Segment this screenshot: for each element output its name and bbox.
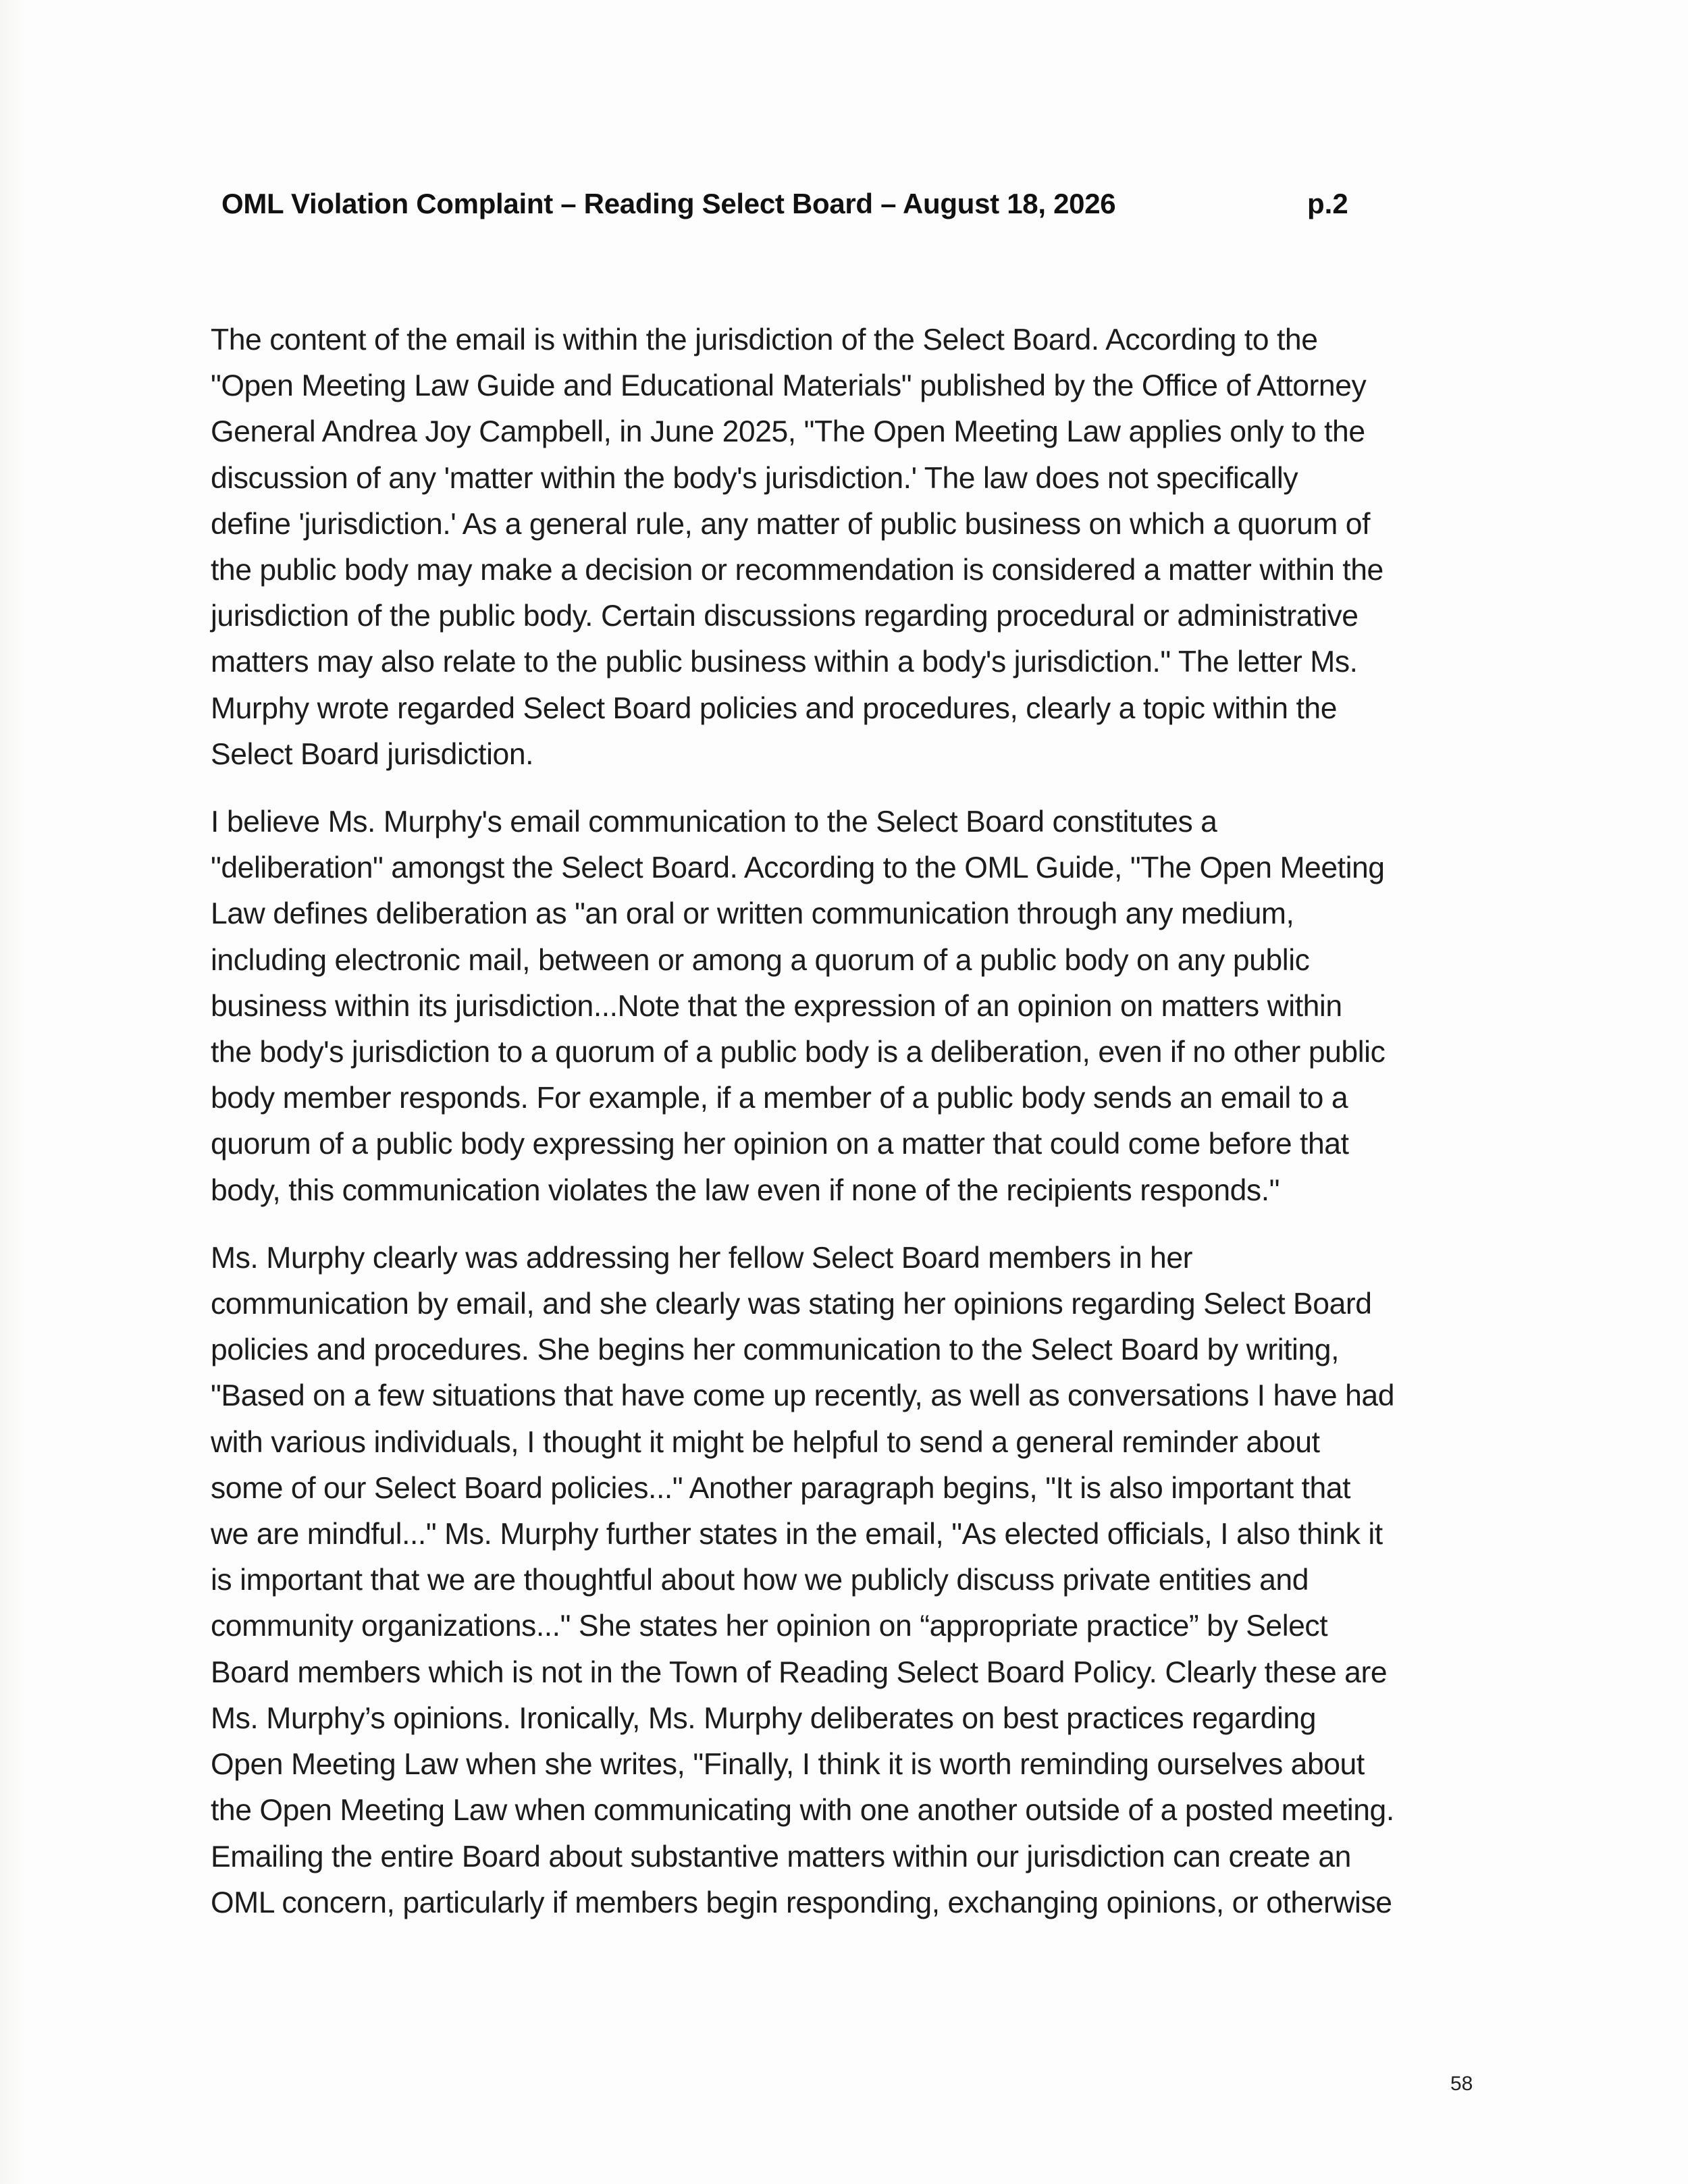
text-line: the Open Meeting Law when communicating with one another outside of a posted meeting. [211,1794,1394,1828]
text-line: body, this communication violates the law even if none of the recipients responds." [211,1173,1280,1207]
text-line: "Open Meeting Law Guide and Educational Materials" published by the Office of Attorney [211,369,1367,403]
header-page-label: p.2 [1307,188,1348,219]
paragraph-murphy-opinions [211,1235,1507,1926]
text-line: Select Board jurisdiction. [211,737,534,771]
text-line: Law defines deliberation as "an oral or written communication through any medium, [211,897,1294,931]
text-line: quorum of a public body expressing her opinion on a matter that could come before that [211,1127,1349,1161]
paragraph-jurisdiction [211,317,1507,778]
text-line: Open Meeting Law when she writes, "Finally, I think it is worth reminding ourselves about [211,1748,1365,1782]
text-line: define 'jurisdiction.' As a general rule, any matter of public business on which a quorum of [211,507,1371,541]
text-line: some of our Select Board policies..." Another paragraph begins, "It is also important that [211,1471,1350,1505]
text-line: matters may also relate to the public business within a body's jurisdiction." The letter Ms. [211,645,1358,679]
text-line: discussion of any 'matter within the body's jurisdiction.' The law does not specifically [211,461,1298,495]
text-line: the body's jurisdiction to a quorum of a public body is a deliberation, even if no other public [211,1036,1386,1069]
text-line: OML concern, particularly if members begin responding, exchanging opinions, or otherwise [211,1886,1392,1919]
scan-edge-shadow [0,0,27,2184]
text-line: Ms. Murphy clearly was addressing her fellow Select Board members in her [211,1241,1193,1275]
text-line: I believe Ms. Murphy's email communication to the Select Board constitutes a [211,805,1217,839]
text-line: Emailing the entire Board about substantive matters within our jurisdiction can create an [211,1840,1351,1873]
text-line: "Based on a few situations that have come up recently, as well as conversations I have had [211,1379,1395,1413]
body-text [211,317,1507,1948]
header-title: OML Violation Complaint – Reading Select Board – August 18, 2026 [221,188,1116,219]
text-line: is important that we are thoughtful about how we publicly discuss private entities and [211,1564,1309,1597]
paragraph-deliberation [211,799,1507,1214]
text-line: body member responds. For example, if a member of a public body sends an email to a [211,1082,1348,1115]
text-line: jurisdiction of the public body. Certain discussions regarding procedural or administrative [211,600,1359,633]
text-line: policies and procedures. She begins her communication to the Select Board by writing, [211,1333,1340,1367]
text-line: the public body may make a decision or recommendation is considered a matter within the [211,554,1383,587]
page-number: 58 [1450,2073,1473,2095]
text-line: business within its jurisdiction...Note that the expression of an opinion on matters within [211,989,1342,1023]
text-line: including electronic mail, between or among a quorum of a public body on any public [211,943,1310,977]
text-line: General Andrea Joy Campbell, in June 2025, "The Open Meeting Law applies only to the [211,415,1365,449]
text-line: community organizations..." She states her opinion on “appropriate practice” by Select [211,1609,1328,1643]
text-line: communication by email, and she clearly was stating her opinions regarding Select Board [211,1287,1372,1321]
text-line: The content of the email is within the jurisdiction of the Select Board. According to the [211,323,1318,356]
text-line: Murphy wrote regarded Select Board policies and procedures, clearly a topic within the [211,691,1338,725]
text-line: we are mindful..." Ms. Murphy further states in the email, "As elected officials, I also think it [211,1518,1383,1551]
text-line: with various individuals, I thought it might be helpful to send a general reminder about [211,1425,1320,1459]
text-line: Board members which is not in the Town of Reading Select Board Policy. Clearly these are [211,1655,1388,1689]
text-line: Ms. Murphy’s opinions. Ironically, Ms. Murphy deliberates on best practices regarding [211,1701,1317,1735]
text-line: "deliberation" amongst the Select Board. According to the OML Guide, "The Open Meeting [211,851,1385,885]
page-header [221,188,1383,228]
